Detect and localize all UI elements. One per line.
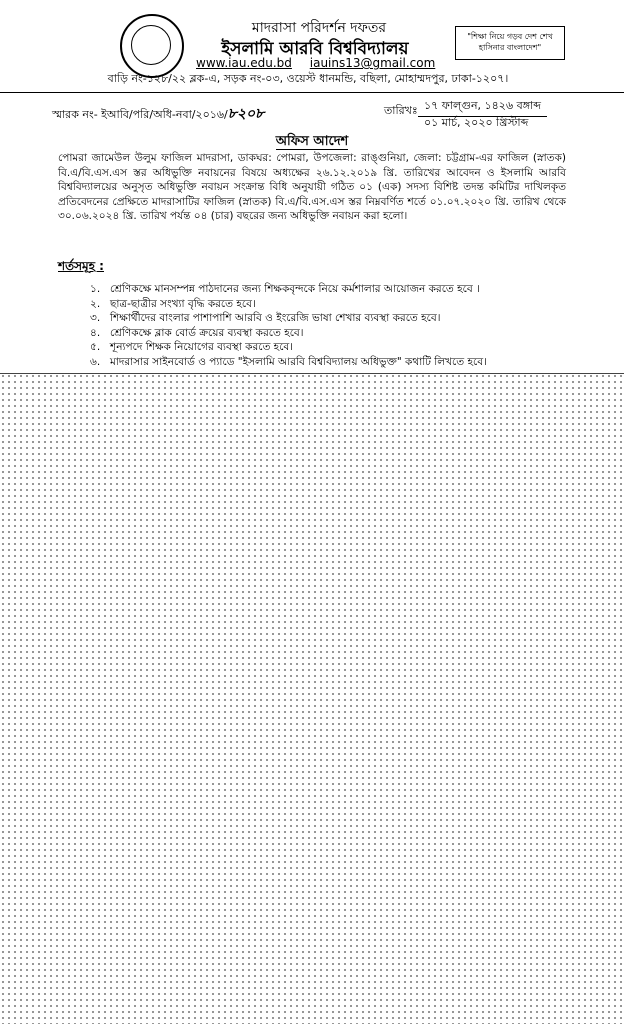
overlay-edge xyxy=(0,373,624,374)
list-item: ৬. মাদরাসার সাইনবোর্ড ও প্যাডে "ইসলামি আরবি বিশ্ববিদ্যালয় অধিভুক্ত" কথাটি লিখতে হবে। xyxy=(90,355,487,368)
date-bangla: ১৭ ফাল্গুন, ১৪২৬ বঙ্গাব্দ xyxy=(418,97,547,117)
memo-reference-label: স্মারক নং- ইআবি/পরি/অধি-নবা/২০১৬/ xyxy=(52,108,228,121)
terms-heading: শর্তসমূহ : xyxy=(58,259,104,273)
date-gregorian: ০১ মার্চ, ২০২০ খ্রিস্টাব্দ xyxy=(424,116,529,129)
header-divider xyxy=(0,92,624,93)
document-title xyxy=(0,130,624,153)
list-item: ৪. শ্রেণিকক্ষে ব্লাক বোর্ড ক্রয়ের ব্যবস্থা করতে হবে। xyxy=(90,326,304,339)
slogan-box: "শিক্ষা নিয়ে গড়ব দেশ শেখ হাসিনার বাংলাদেশ" xyxy=(455,26,565,60)
contact-line xyxy=(196,56,456,70)
email-link[interactable]: iauins13@gmail.com xyxy=(309,56,436,70)
university-name: ইসলামি আরবি বিশ্ববিদ্যালয় xyxy=(221,39,409,59)
memo-reference xyxy=(52,102,264,126)
list-item: ১. শ্রেণিকক্ষে মানসম্পন্ন পাঠদানের জন্য শিক্ষকবৃন্দকে নিয়ে কর্মশালার আয়োজন করতে হবে । xyxy=(90,283,480,295)
list-item: ৫. শূন্যপদে শিক্ষক নিয়োগের ব্যবস্থা করতে হবে। xyxy=(90,341,294,354)
address-line: বাড়ি নং-১২৮/২২ ব্লক-এ, সড়ক নং-০৩, ওয়েস্ট ধানমন্ডি, বছিলা, মোহাম্মদপুর, ঢাকা-১২০৭। xyxy=(107,72,509,85)
order-paragraph: পোমরা জামেউল উলুম ফাজিল মাদরাসা, ডাকঘর: পোমরা, উপজেলা: রাঙ্গুনিয়া, জেলা: চট্টগ্রাম-এর ফাজিল (স্নাতক) বি.এ/বি.এস.এস স্তর অধিভুক্তি নবায়নের বিষয়ে অধ্যক্ষের ২৬.১২.২০১৯ খ্রি. তারিখের আবেদন ও ইসলামি আরবি বিশ্ববিদ্যালয়ের অনুসৃত অধিভুক্তি নবায়ন সংক্রান্ত বিধি অনুযায়ী গঠিত ০১ (এক) সদস্য বিশিষ্ট তদন্ত কমিটির দাখিলকৃত প্রতিবেদনের প্রেক্ষিতে মাদরাসাটির ফাজিল (স্নাতক) বি.এ/বি.এস.এস স্তর নিম্নবর্ণিত শর্তে ০১.০৭.২০২০ খ্রি. তারিখ থেকে ৩০.০৬.২০২৪ খ্রি. তারিখ পর্যন্ত ০৪ (চার) বছরের জন্য অধিভুক্তি নবায়ন করা হলো। xyxy=(58,152,566,223)
date-label: তারিখঃ xyxy=(384,104,418,117)
website-link[interactable]: www.iau.edu.bd xyxy=(196,56,292,70)
seal-inner-ring xyxy=(131,25,171,65)
terms-list xyxy=(90,282,520,370)
dotted-redaction-overlay xyxy=(0,373,624,1024)
memo-reference-number: ৮২০৮ xyxy=(227,106,265,122)
document-title-text: অফিস আদেশ xyxy=(275,134,349,149)
list-item: ২. ছাত্র-ছাত্রীর সংখ্যা বৃদ্ধি করতে হবে। xyxy=(90,297,256,310)
list-item: ৩. শিক্ষার্থীদের বাংলার পাশাপাশি আরবি ও ইংরেজি ভাষা শেখার ব্যবস্থা করতে হবে। xyxy=(90,312,441,325)
university-seal-logo xyxy=(120,14,184,78)
office-name: মাদরাসা পরিদর্শন দফতর xyxy=(251,20,387,36)
